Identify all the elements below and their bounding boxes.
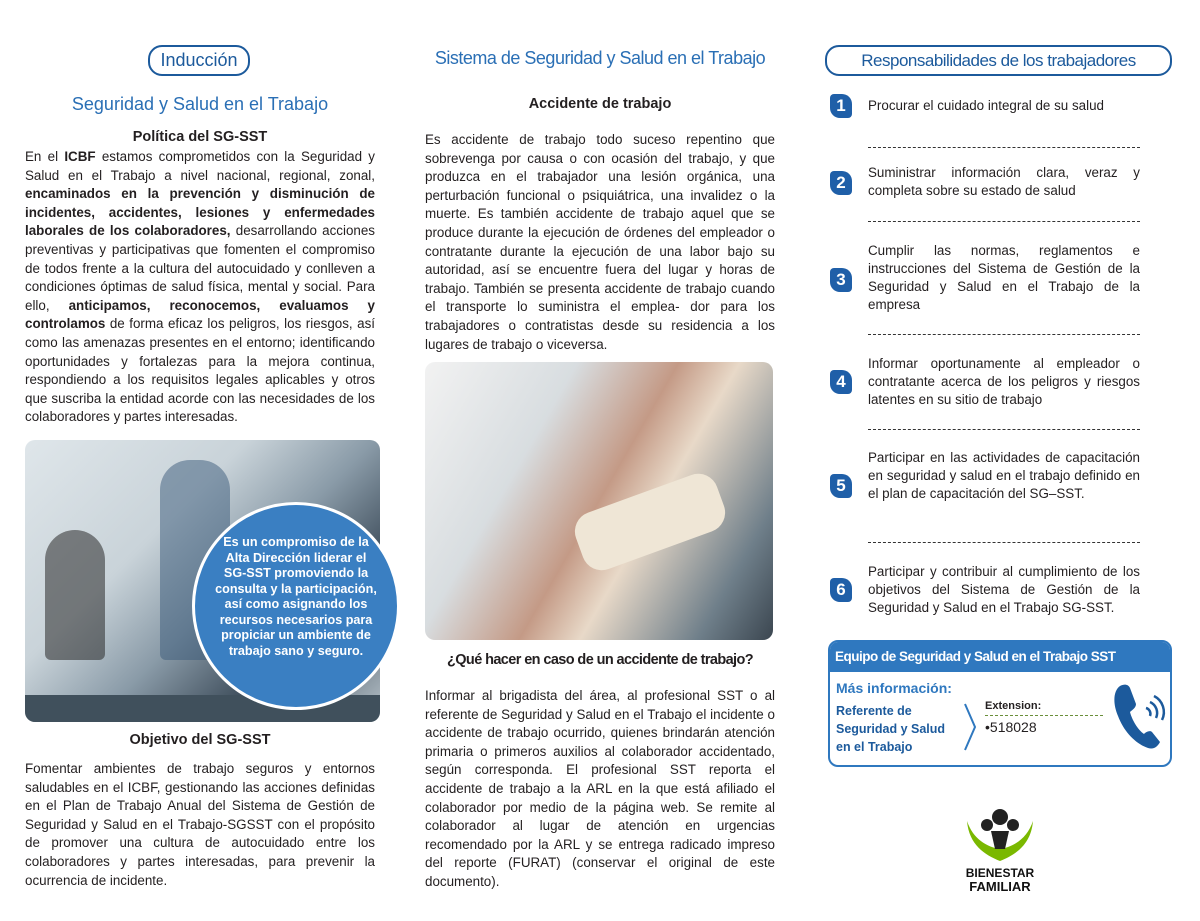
divider (868, 542, 1140, 543)
policy-seg: anticipamos, reconocemos, evaluamos y controlamos (25, 297, 375, 332)
commitment-circle: Es un compromiso de la Alta Dirección liderar el SG-SST promoviendo la consulta y la participación, así como asignando los recursos necesarios para propiciar un ambiente de trabajo sano y seguro. (192, 502, 400, 710)
referent-label: Referente de Seguridad y Salud en el Trabajo (836, 704, 946, 754)
divider (868, 221, 1140, 222)
bienestar-familiar-logo (955, 805, 1045, 897)
number-badge: 1 (830, 94, 852, 118)
responsibility-item: Participar en las actividades de capacitación en seguridad y salud en el trabajo definido en el plan de capacitación del SG–SST. (868, 450, 1140, 501)
responsibility-item: Procurar el cuidado integral de su salud (868, 98, 1104, 113)
divider (868, 429, 1140, 430)
logo-text-1: BIENESTAR (965, 866, 1035, 880)
responsibility-item: Informar oportunamente al empleador o contratante acerca de los peligros y riesgos latentes en su sitio de trabajo (868, 356, 1140, 407)
responsibility-item: Suministrar información clara, veraz y completa sobre su estado de salud (868, 165, 1140, 198)
policy-heading: Política del SG-SST (132, 129, 268, 145)
phone-icon (1112, 680, 1168, 752)
extension-label: Extension: (985, 700, 1042, 712)
policy-seg: desarrollando acciones preventivas y participativas que fomenten el compromiso de todos frente a la cultura del autocuidado y conlleven a condiciones óptimas de salud física, mental y social. Para ello, (25, 223, 375, 313)
extension-number: •518028 (985, 719, 1037, 735)
left-title: Seguridad y Salud en el Trabajo (71, 94, 329, 114)
accident-text: Es accidente de trabajo todo suceso repentino que sobrevenga por causa o con ocasión del trabajo, y que produzca en el trabajador una lesión orgánica, una perturbación funcional o psiquiátrica, una invalidez o la muerte. Es también accidente de trabajo aquel que se produce durante la ejecución de órdenes del empleador o contratante durante la ejecución de una labor bajo su autoridad, así se encuentre fuera del lugar y horas de trabajo. También se presenta accidente de trabajo cuando el transporte lo suministra el emplea- dor para los trabajadores o contratistas desde su residencia a los lugares de trabajo o viceversa. (425, 132, 775, 352)
what-heading: ¿Qué hacer en caso de un accidente de trabajo? (447, 652, 753, 668)
extension-divider (985, 715, 1103, 716)
number-badge: 5 (830, 474, 852, 498)
middle-title: Sistema de Seguridad y Salud en el Trabajo (434, 48, 766, 68)
responsibilities-pill: Responsabilidades de los trabajadores (825, 45, 1172, 76)
bandage-photo (425, 362, 773, 640)
objective-text: Fomentar ambientes de trabajo seguros y entornos saludables en el ICBF, gestionando las acciones definidas en el Plan de Trabajo Anual del Sistema de Gestión de Seguridad y Salud en el Trabajo-SGSST con el propósito de promover una cultura de autocuidado entre los colaboradores y partes interesadas, para prevenir la ocurrencia de incidente. (25, 761, 375, 888)
policy-text (25, 148, 375, 427)
responsibility-item: Cumplir las normas, reglamentos e instrucciones del Sistema de Gestión de la Seguridad y Salud en el Trabajo de la empresa (868, 243, 1140, 312)
team-title: Equipo de Seguridad y Salud en el Trabajo SST (830, 642, 1170, 672)
accident-heading: Accidente de trabajo (528, 96, 672, 112)
what-text: Informar al brigadista del área, al profesional SST o al referente de Seguridad y Salud en el Trabajo el incidente o accidente de trabajo ocurrido, quienes brindarán atención primaria o primeros auxilios al colaborador accidentado, según corresponda. El profesional SST reporta el accidente de trabajo a la ARL en la que está afiliado el colaborador por medio de la página web. Se remite al colaborador al lugar de atención en urgencias recomendado por la ARL y se entrega radicado impreso del reporte (FURAT) (conservar el original de este documento). (425, 688, 775, 889)
sst-team-box (828, 640, 1172, 767)
number-badge: 2 (830, 171, 852, 195)
policy-seg: estamos comprometidos con la Seguridad y Salud en el Trabajo a nivel nacional, regional, zonal, (25, 149, 375, 183)
policy-seg: En el (25, 149, 65, 164)
logo-text-2: FAMILIAR (969, 879, 1031, 894)
policy-seg: ICBF (64, 149, 96, 164)
induccion-pill: Inducción (148, 45, 250, 76)
policy-seg: de forma eficaz los peligros, los riesgos, así como las amenazas presentes en el entorno; identificando oportunidades y fortalezas para la mejora continua, respondiendo a los requisitos legales aplicables y otros que suscriba la entidad acorde con las necesidades de los colaboradores y partes interesadas. (25, 316, 375, 425)
responsibility-item: Participar y contribuir al cumplimiento de los objetivos del Sistema de Gestión de la Seguridad y Salud en el Trabajo SG-SST. (868, 564, 1140, 615)
divider (868, 334, 1140, 335)
policy-seg: encaminados en la prevención y disminución de incidentes, accidentes, lesiones y enfermedades laborales de los colaboradores, (25, 186, 375, 239)
number-badge: 3 (830, 268, 852, 292)
more-info-label: Más información: (836, 680, 952, 696)
divider (868, 147, 1140, 148)
chevron-right-icon (962, 702, 978, 752)
objective-heading: Objetivo del SG-SST (129, 732, 271, 748)
number-badge: 6 (830, 578, 852, 602)
number-badge: 4 (830, 370, 852, 394)
